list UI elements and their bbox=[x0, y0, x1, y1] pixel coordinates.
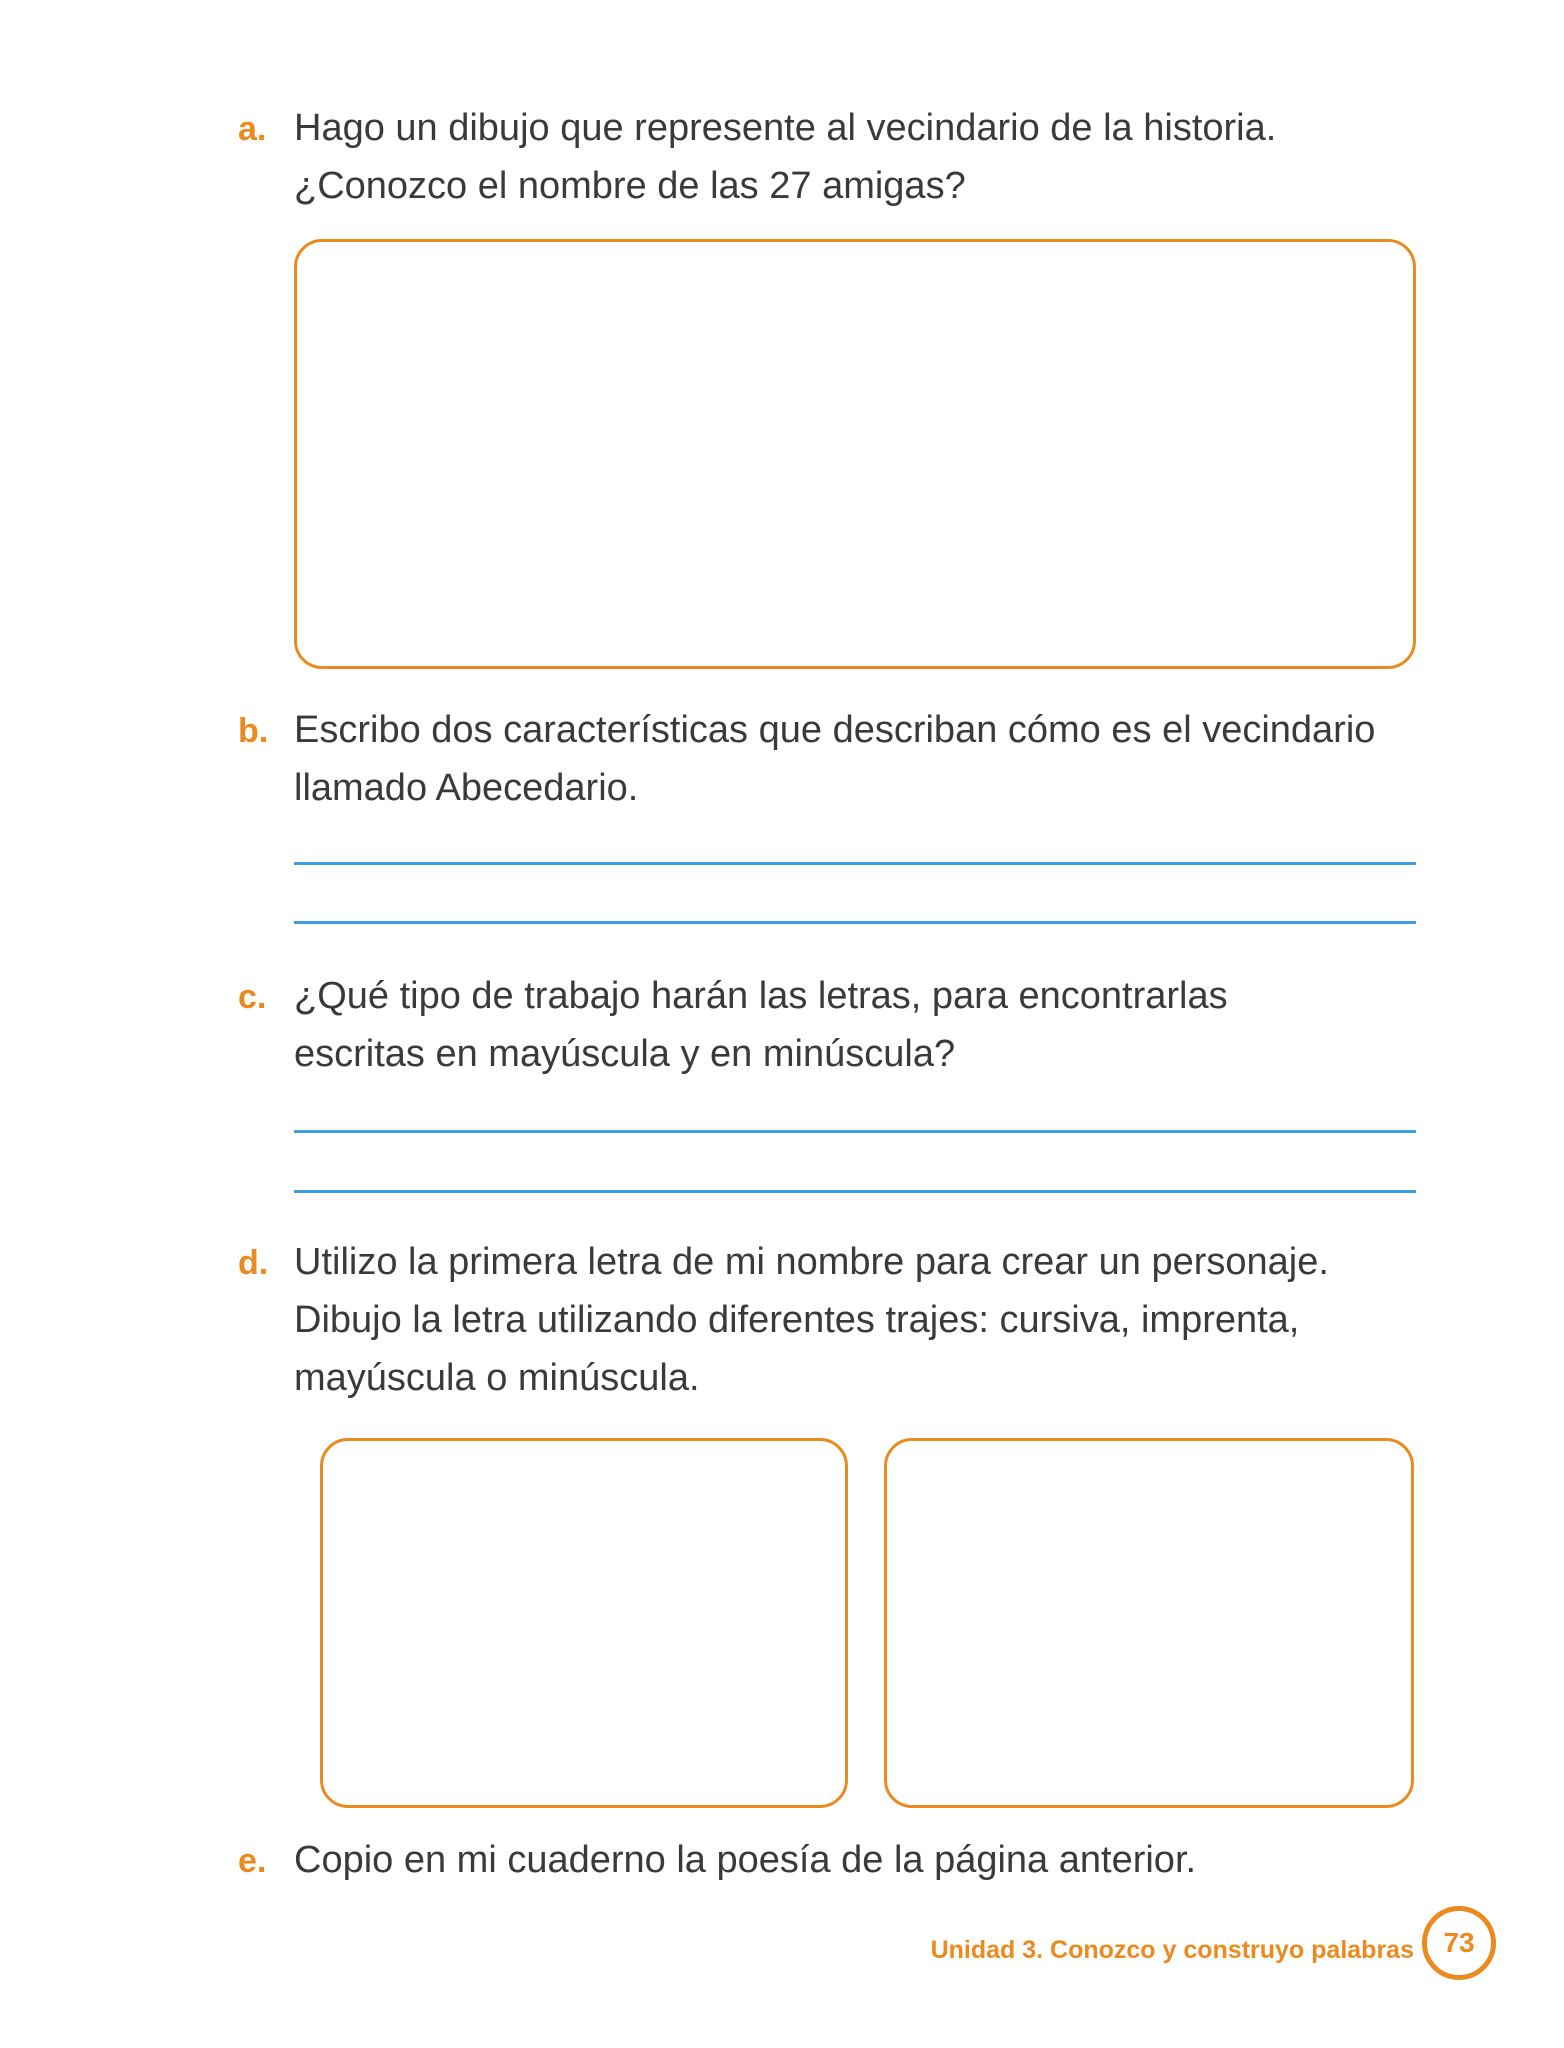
question-letter: b. bbox=[238, 712, 269, 750]
question-letter: e. bbox=[238, 1842, 267, 1880]
drawing-area-neighborhood[interactable] bbox=[294, 239, 1416, 669]
answer-line[interactable] bbox=[294, 1190, 1416, 1193]
question-line: llamado Abecedario. bbox=[294, 767, 639, 809]
question-text bbox=[294, 701, 1424, 817]
question-text bbox=[294, 967, 1424, 1083]
answer-line[interactable] bbox=[294, 921, 1416, 924]
page-number-badge: 73 bbox=[1422, 1906, 1496, 1980]
question-text bbox=[294, 99, 1424, 215]
drawing-area-letter-right[interactable] bbox=[884, 1438, 1414, 1808]
answer-line[interactable] bbox=[294, 862, 1416, 865]
question-line: escritas en mayúscula y en minúscula? bbox=[294, 1033, 956, 1075]
question-line: Copio en mi cuaderno la poesía de la página anterior. bbox=[294, 1839, 1197, 1881]
drawing-area-letter-left[interactable] bbox=[320, 1438, 848, 1808]
question-letter: a. bbox=[238, 110, 267, 148]
question-letter: d. bbox=[238, 1244, 269, 1282]
question-line: Dibujo la letra utilizando diferentes trajes: cursiva, imprenta, bbox=[294, 1299, 1300, 1341]
footer-unit-title: Unidad 3. Conozco y construyo palabras bbox=[930, 1936, 1414, 1964]
question-text bbox=[294, 1233, 1424, 1407]
answer-line[interactable] bbox=[294, 1130, 1416, 1133]
question-line: ¿Conozco el nombre de las 27 amigas? bbox=[294, 165, 966, 207]
question-line: Utilizo la primera letra de mi nombre para crear un personaje. bbox=[294, 1241, 1329, 1283]
question-line: Escribo dos características que describan cómo es el vecindario bbox=[294, 709, 1376, 751]
question-text bbox=[294, 1831, 1424, 1889]
question-letter: c. bbox=[238, 978, 267, 1016]
question-line: ¿Qué tipo de trabajo harán las letras, para encontrarlas bbox=[294, 975, 1228, 1017]
question-line: Hago un dibujo que represente al vecindario de la historia. bbox=[294, 107, 1277, 149]
question-line: mayúscula o minúscula. bbox=[294, 1357, 700, 1399]
